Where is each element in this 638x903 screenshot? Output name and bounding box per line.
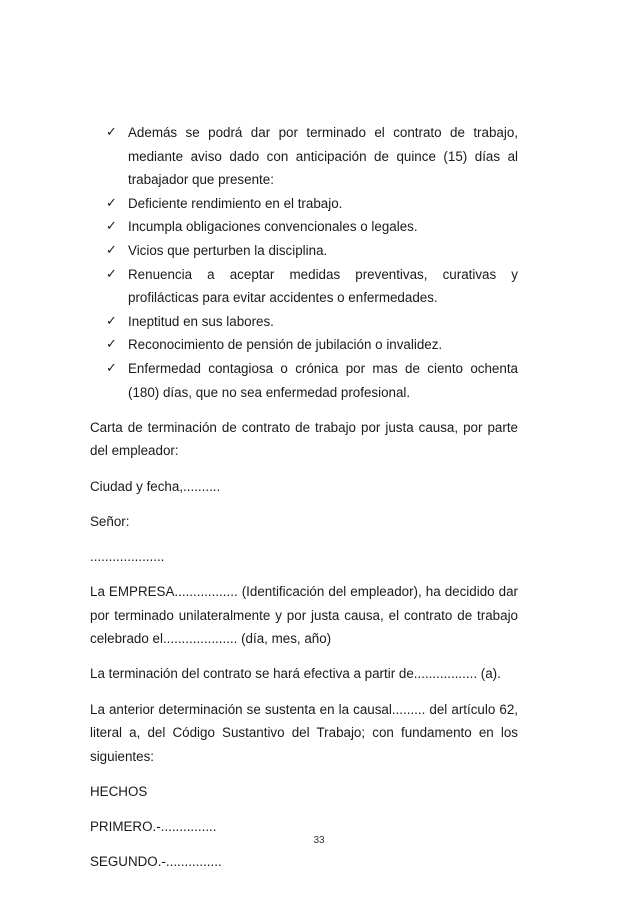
checklist-item-text: Enfermedad contagiosa o crónica por mas de ciento ochenta (180) días, que no sea enfermedad profesional.: [128, 360, 518, 400]
termination-paragraph: La terminación del contrato se hará efectiva a partir de................. (a).: [90, 666, 501, 682]
checklist-item-text: Además se podrá dar por terminado el contrato de trabajo, mediante aviso dado con anticipación de quince (15) días al trabajador que presente:: [128, 125, 518, 188]
checklist-item: [90, 215, 518, 239]
page-number: 33: [313, 835, 325, 846]
checklist-item: [90, 357, 518, 404]
letter-title-paragraph: Carta de terminación de contrato de trabajo por justa causa, por parte del empleador:: [90, 419, 518, 459]
salutation-line: Señor:: [90, 513, 130, 529]
facts-heading: HECHOS: [90, 784, 148, 799]
first-fact-line: PRIMERO.-...............: [90, 819, 217, 835]
causes-checklist: [90, 121, 518, 404]
checklist-item: [90, 192, 518, 216]
company-paragraph: La EMPRESA................. (Identificación del empleador), ha decidido dar por terminado unilateralmente y por justa causa, el contrato de trabajo celebrado el.................... (día, mes, año): [90, 584, 518, 647]
checklist-item: [90, 263, 518, 310]
checklist-item-text: Deficiente rendimiento en el trabajo.: [128, 195, 343, 211]
checkmark-icon: ✓: [106, 313, 117, 329]
checklist-item-text: Vicios que perturben la disciplina.: [128, 242, 328, 258]
checklist-item-text: Incumpla obligaciones convencionales o legales.: [128, 219, 418, 235]
checkmark-icon: ✓: [106, 195, 117, 211]
checklist-item-text: Ineptitud en sus labores.: [128, 313, 274, 329]
checklist-item: [90, 333, 518, 357]
checklist-item-text: Renuencia a aceptar medidas preventivas, curativas y profilácticas para evitar accidentes o enfermedades.: [128, 266, 518, 306]
checklist-item: [90, 121, 518, 192]
second-fact-line: SEGUNDO.-...............: [90, 854, 222, 870]
checkmark-icon: ✓: [106, 266, 117, 282]
checkmark-icon: ✓: [106, 242, 117, 258]
checkmark-icon: ✓: [106, 337, 117, 353]
checkmark-icon: ✓: [106, 125, 117, 140]
checklist-item-text: Reconocimiento de pensión de jubilación o invalidez.: [128, 337, 443, 353]
checkmark-icon: ✓: [106, 360, 117, 376]
checkmark-icon: ✓: [106, 219, 117, 235]
checklist-item: [90, 310, 518, 334]
page-content: [90, 121, 518, 874]
checklist-item: [90, 239, 518, 263]
city-date-line: Ciudad y fecha,..........: [90, 478, 221, 494]
recipient-blank-line: ....................: [90, 548, 165, 564]
determination-paragraph: La anterior determinación se sustenta en la causal......... del artículo 62, literal a, del Código Sustantivo del Trabajo; con fundamento en los siguientes:: [90, 701, 518, 764]
